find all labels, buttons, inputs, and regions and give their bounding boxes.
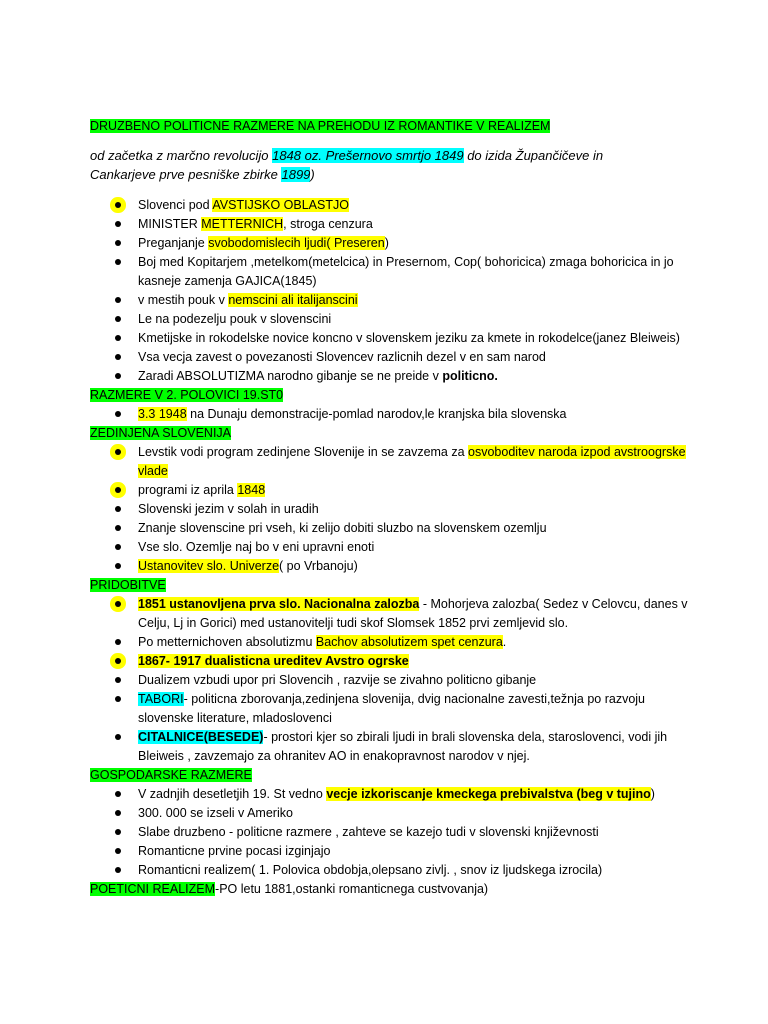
item-text: - prostori kjer so zbirali ljudi in brali slovenska dela, staroslovenci, vodi jih Bleiweis , zavzemajo za ohranitev AO in enakopravnost narodov v njej. <box>138 730 668 763</box>
list-razmere <box>90 405 690 424</box>
intro-paragraph <box>90 146 650 184</box>
item-text: Znanje slovenscine pri vseh, ki zelijo dobiti sluzbo na slovenskem ozemlju <box>138 521 547 535</box>
section-heading-4 <box>90 576 690 595</box>
heading-text: POETICNI REALIZEM <box>90 882 216 896</box>
item-highlight: nemscini ali italijanscini <box>228 293 358 307</box>
intro-text-3: ) <box>310 167 315 182</box>
item-bold: politicno. <box>442 369 498 383</box>
list-item <box>90 595 690 633</box>
item-highlight: TABORI <box>138 692 184 706</box>
list-item <box>90 215 690 234</box>
list-item <box>90 310 690 329</box>
list-item <box>90 405 690 424</box>
document-title <box>90 117 550 135</box>
list-item <box>90 519 690 538</box>
list-item <box>90 557 690 576</box>
item-text: Po metternichoven absolutizmu <box>138 635 316 649</box>
item-text: , stroga cenzura <box>283 217 373 231</box>
heading-text: RAZMERE V 2. POLOVICI 19.ST0 <box>90 388 284 402</box>
item-text: Le na podezelju pouk v slovenscini <box>138 312 332 326</box>
item-text: Slovenci pod <box>138 198 213 212</box>
item-text: ) <box>384 236 389 250</box>
heading-rest-text: -PO letu 1881,ostanki romanticnega custvovanja) <box>215 882 489 896</box>
item-highlight: 1867- 1917 dualisticna ureditev Avstro ogrske <box>138 654 409 668</box>
item-text: Zaradi ABSOLUTIZMA narodno gibanje se ne preide v <box>138 369 443 383</box>
list-item <box>90 728 690 766</box>
item-highlight: svobodomislecih ljudi( Preseren <box>208 236 385 250</box>
item-highlight: CITALNICE(BESEDE) <box>138 730 264 744</box>
list-item <box>90 234 690 253</box>
list-item <box>90 367 690 386</box>
list-item <box>90 481 690 500</box>
list-item <box>90 823 690 842</box>
list-item <box>90 633 690 652</box>
item-text: Romanticni realizem( 1. Polovica obdobja,olepsano zivlj. , snov iz ljudskega izrocila) <box>138 863 603 877</box>
list-item <box>90 291 690 310</box>
list-pridobitve <box>90 595 690 766</box>
item-text: Romanticne prvine pocasi izginjajo <box>138 844 331 858</box>
item-text: Slabe druzbeno - politicne razmere , zahteve se kazejo tudi v slovenski književnosti <box>138 825 599 839</box>
heading-text: ZEDINJENA SLOVENIJA <box>90 426 232 440</box>
list-item <box>90 348 690 367</box>
document-content <box>90 196 690 899</box>
intro-highlight-1: 1848 oz. Prešernovo smrtjo 1849 <box>272 148 464 163</box>
item-highlight: Bachov absolutizem spet cenzura <box>315 635 503 649</box>
item-text: Slovenski jezim v solah in uradih <box>138 502 319 516</box>
item-text: - Mohorjeva zalozba( Sedez v Celovcu, danes v Celju, Lj in Gorici) med ustanovitelji tudi skof Slomsek 1852 prvi zemljevid slo. <box>138 597 688 630</box>
list-gospodarske <box>90 785 690 880</box>
item-highlight: AVSTIJSKO OBLASTJO <box>212 198 349 212</box>
list-item <box>90 861 690 880</box>
item-text: Levstik vodi program zedinjene Slovenije in se zavzema za <box>138 445 469 459</box>
intro-text-1: od začetka z marčno revolucijo <box>90 148 273 163</box>
item-text: . <box>502 635 507 649</box>
item-text: Boj med Kopitarjem ,metelkom(metelcica) in Presernom, Cop( bohoricica) zmaga bohoricica in jo kasneje zamenja GAJICA(1845) <box>138 255 674 288</box>
item-text: v mestih pouk v <box>138 293 229 307</box>
item-text: na Dunaju demonstracije-pomlad narodov,le kranjska bila slovenska <box>186 407 567 421</box>
list-item <box>90 253 690 291</box>
title-text: DRUZBENO POLITICNE RAZMERE NA PREHODU IZ ROMANTIKE V REALIZEM <box>90 119 551 133</box>
list-slovenci <box>90 196 690 386</box>
item-text: Dualizem vzbudi upor pri Slovencih , razvije se zivahno politicno gibanje <box>138 673 537 687</box>
list-zedinjena <box>90 443 690 576</box>
item-highlight: 3.3 1948 <box>138 407 187 421</box>
item-text: 300. 000 se izseli v Ameriko <box>138 806 293 820</box>
section-heading-6 <box>90 880 690 899</box>
item-text: programi iz aprila <box>138 483 238 497</box>
heading-text: GOSPODARSKE RAZMERE <box>90 768 252 782</box>
list-item <box>90 842 690 861</box>
heading-text: PRIDOBITVE <box>90 578 166 592</box>
item-highlight: 1851 ustanovljena prva slo. Nacionalna zalozba <box>138 597 420 611</box>
intro-text-2: do izida Župančičeve in Cankarjeve prve pesniške zbirke <box>90 148 604 182</box>
item-highlight: Ustanovitev slo. Univerze <box>138 559 280 573</box>
section-heading-2 <box>90 386 690 405</box>
list-item <box>90 652 690 671</box>
item-highlight: 1848 <box>237 483 266 497</box>
list-item <box>90 671 690 690</box>
item-highlight: osvoboditev naroda izpod avstroogrske vlade <box>138 445 686 478</box>
section-heading-5 <box>90 766 690 785</box>
item-text: ( po Vrbanoju) <box>279 559 358 573</box>
item-highlight: METTERNICH <box>201 217 284 231</box>
list-item <box>90 538 690 557</box>
list-item <box>90 196 690 215</box>
list-item <box>90 329 690 348</box>
intro-highlight-2: 1899 <box>281 167 311 182</box>
section-heading-3 <box>90 424 690 443</box>
list-item <box>90 443 690 481</box>
item-text: MINISTER <box>138 217 202 231</box>
list-item: V zadnjih desetletjih 19. St vedno vecje izkoriscanje kmeckega prebivalstva (beg v tujino) <box>90 785 690 804</box>
item-text: V zadnjih desetletjih 19. St vedno <box>138 787 327 801</box>
list-item <box>90 690 690 728</box>
list-item <box>90 804 690 823</box>
item-highlight: vecje izkoriscanje kmeckega prebivalstva (beg v tujino <box>326 787 651 801</box>
item-text: Vse slo. Ozemlje naj bo v eni upravni enoti <box>138 540 375 554</box>
item-text: Preganjanje <box>138 236 209 250</box>
item-text: - politicna zborovanja,zedinjena slovenija, dvig nacionalne zavesti,težnja po razvoju slovenske literature, mladoslovenci <box>138 692 645 725</box>
item-text: Kmetijske in rokodelske novice koncno v slovenskem jeziku za kmete in rokodelce(janez Bleiweis) <box>138 331 680 345</box>
item-text: Vsa vecja zavest o povezanosti Slovencev razlicnih dezel v en sam narod <box>138 350 546 364</box>
list-item <box>90 500 690 519</box>
